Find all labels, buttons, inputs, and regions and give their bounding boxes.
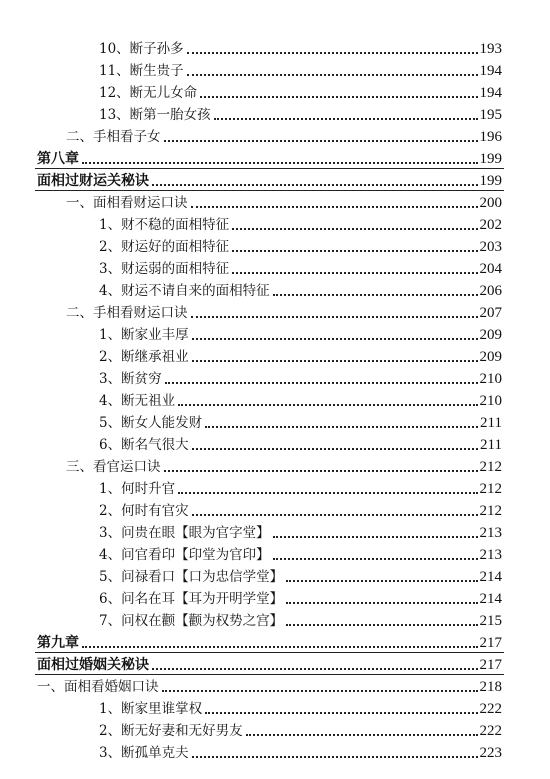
toc-entry-page: 209 bbox=[479, 349, 502, 365]
toc-entry-page: 222 bbox=[479, 723, 502, 739]
toc-entry-title: 4、财运不请自来的面相特征 bbox=[99, 283, 270, 299]
toc-entry[interactable] bbox=[99, 609, 502, 629]
toc-entry-title: 一、面相看财运口诀 bbox=[66, 195, 188, 211]
toc-entry-title: 5、断女人能发财 bbox=[99, 415, 203, 431]
dot-leader bbox=[164, 140, 478, 142]
dot-leader bbox=[152, 668, 478, 670]
toc-entry-page: 213 bbox=[479, 525, 502, 541]
dot-leader bbox=[273, 536, 478, 538]
toc-entry-title: 12、断无儿女命 bbox=[99, 85, 198, 101]
dot-leader bbox=[286, 580, 477, 582]
dot-leader bbox=[273, 558, 478, 560]
toc-entry[interactable] bbox=[37, 675, 502, 695]
toc-entry-page: 194 bbox=[479, 85, 502, 101]
toc-entry-page: 215 bbox=[479, 613, 502, 629]
toc-entry-title: 2、财运好的面相特征 bbox=[99, 239, 230, 255]
dot-leader bbox=[286, 602, 477, 604]
toc-chapter-entry[interactable] bbox=[37, 147, 502, 167]
toc-entry-page: 217 bbox=[479, 657, 502, 673]
toc-entry-page: 209 bbox=[479, 327, 502, 343]
toc-entry[interactable] bbox=[99, 411, 502, 431]
toc-entry-title: 3、断贫穷 bbox=[99, 371, 162, 387]
toc-entry[interactable] bbox=[99, 279, 502, 299]
toc-entry-page: 214 bbox=[479, 591, 502, 607]
dot-leader bbox=[214, 118, 478, 120]
toc-entry-page: 217 bbox=[479, 635, 502, 651]
dot-leader bbox=[205, 426, 478, 428]
toc-entry-title: 3、财运弱的面相特征 bbox=[99, 261, 230, 277]
toc-entry-title: 11、断生贵子 bbox=[99, 63, 184, 79]
toc-entry-page: 195 bbox=[479, 107, 502, 123]
toc-entry-title: 4、问官看印【印堂为官印】 bbox=[99, 547, 270, 563]
toc-entry[interactable] bbox=[99, 719, 502, 739]
dot-leader bbox=[187, 52, 478, 54]
dot-leader bbox=[82, 162, 478, 164]
toc-entry-page: 206 bbox=[479, 283, 502, 299]
toc-entry[interactable] bbox=[99, 389, 502, 409]
toc-entry-title: 13、断第一胎女孩 bbox=[99, 107, 211, 123]
toc-entry[interactable] bbox=[99, 345, 502, 365]
toc-entry[interactable] bbox=[99, 521, 502, 541]
dot-leader bbox=[232, 272, 477, 274]
dot-leader bbox=[192, 756, 478, 758]
dot-leader bbox=[192, 338, 478, 340]
dot-leader bbox=[191, 206, 478, 208]
toc-entry[interactable] bbox=[99, 59, 502, 79]
dot-leader bbox=[232, 250, 477, 252]
toc-entry[interactable] bbox=[99, 323, 502, 343]
toc-entry-page: 213 bbox=[479, 547, 502, 563]
dot-leader bbox=[232, 228, 477, 230]
dot-leader bbox=[286, 624, 477, 626]
toc-entry-page: 212 bbox=[479, 459, 502, 475]
dot-leader bbox=[191, 316, 478, 318]
toc-entry[interactable] bbox=[99, 697, 502, 717]
toc-entry-title: 面相过财运关秘诀 bbox=[37, 173, 149, 189]
toc-entry-title: 1、财不稳的面相特征 bbox=[99, 217, 230, 233]
toc-entry[interactable] bbox=[99, 741, 502, 761]
dot-leader bbox=[200, 96, 477, 98]
toc-entry-title: 2、何时有官灾 bbox=[99, 503, 189, 519]
toc-entry[interactable] bbox=[99, 587, 502, 607]
dot-leader bbox=[192, 448, 478, 450]
toc-entry[interactable] bbox=[99, 433, 502, 453]
toc-entry[interactable] bbox=[99, 81, 502, 101]
toc-entry-title: 三、看官运口诀 bbox=[66, 459, 161, 475]
dot-leader bbox=[192, 514, 478, 516]
toc-entry-title: 2、断无好妻和无好男友 bbox=[99, 723, 243, 739]
toc-entry[interactable] bbox=[99, 213, 502, 233]
toc-chapter-entry[interactable] bbox=[37, 631, 502, 651]
toc-entry-title: 1、断家里谁掌权 bbox=[99, 701, 203, 717]
toc-entry[interactable] bbox=[99, 499, 502, 519]
toc-entry-page: 204 bbox=[479, 261, 502, 277]
toc-entry-page: 210 bbox=[479, 371, 502, 387]
toc-entry-page: 211 bbox=[480, 415, 502, 431]
toc-entry-page: 211 bbox=[480, 437, 502, 453]
toc-entry[interactable] bbox=[99, 37, 502, 57]
toc-entry[interactable] bbox=[99, 367, 502, 387]
toc-entry-title: 面相过婚姻关秘诀 bbox=[37, 657, 149, 673]
toc-entry[interactable] bbox=[66, 125, 502, 145]
toc-entry-title: 一、面相看婚姻口诀 bbox=[37, 679, 159, 695]
toc-entry[interactable] bbox=[99, 257, 502, 277]
dot-leader bbox=[187, 74, 478, 76]
toc-entry[interactable] bbox=[99, 543, 502, 563]
dot-leader bbox=[246, 734, 478, 736]
dot-leader bbox=[192, 360, 478, 362]
toc-entry[interactable] bbox=[66, 455, 502, 475]
toc-entry-page: 202 bbox=[479, 217, 502, 233]
toc-entry-title: 3、问贵在眼【眼为官字堂】 bbox=[99, 525, 270, 541]
toc-entry-page: 212 bbox=[479, 481, 502, 497]
toc-entry-page: 207 bbox=[479, 305, 502, 321]
toc-entry-title: 6、问名在耳【耳为开明学堂】 bbox=[99, 591, 284, 607]
toc-entry-page: 214 bbox=[479, 569, 502, 585]
toc-entry-page: 212 bbox=[479, 503, 502, 519]
toc-entry-page: 210 bbox=[479, 393, 502, 409]
toc-entry[interactable] bbox=[99, 103, 502, 123]
toc-entry-title: 7、问权在颧【颧为权势之宫】 bbox=[99, 613, 284, 629]
toc-entry-title: 6、断名气很大 bbox=[99, 437, 189, 453]
toc-entry[interactable] bbox=[66, 301, 502, 321]
toc-chapter-entry[interactable] bbox=[37, 169, 502, 189]
toc-entry-title: 二、手相看子女 bbox=[66, 129, 161, 145]
dot-leader bbox=[178, 404, 477, 406]
dot-leader bbox=[164, 470, 478, 472]
toc-entry-page: 194 bbox=[479, 63, 502, 79]
dot-leader bbox=[205, 712, 477, 714]
toc-entry-page: 222 bbox=[479, 701, 502, 717]
toc-entry-title: 第八章 bbox=[37, 151, 79, 167]
dot-leader bbox=[165, 382, 478, 384]
toc-entry-page: 199 bbox=[479, 151, 502, 167]
toc-entry-page: 223 bbox=[479, 745, 502, 761]
dot-leader bbox=[82, 646, 478, 648]
toc-entry-title: 10、断子孙多 bbox=[99, 41, 184, 57]
toc-entry-page: 218 bbox=[479, 679, 502, 695]
toc-entry-title: 1、断家业丰厚 bbox=[99, 327, 189, 343]
toc-entry[interactable] bbox=[99, 235, 502, 255]
toc-entry[interactable] bbox=[99, 565, 502, 585]
toc-entry-title: 4、断无祖业 bbox=[99, 393, 176, 409]
toc-entry-title: 二、手相看财运口诀 bbox=[66, 305, 188, 321]
toc-entry-title: 1、何时升官 bbox=[99, 481, 176, 497]
dot-leader bbox=[178, 492, 477, 494]
toc-entry-title: 3、断孤单克夫 bbox=[99, 745, 189, 761]
toc-entry-page: 196 bbox=[479, 129, 502, 145]
dot-leader bbox=[273, 294, 478, 296]
toc-entry-page: 203 bbox=[479, 239, 502, 255]
toc-entry-title: 第九章 bbox=[37, 635, 79, 651]
toc-entry-page: 200 bbox=[479, 195, 502, 211]
toc-entry[interactable] bbox=[66, 191, 502, 211]
toc-chapter-entry[interactable] bbox=[37, 653, 502, 673]
toc-entry-title: 2、断继承祖业 bbox=[99, 349, 189, 365]
toc-entry-title: 5、问禄看口【口为忠信学堂】 bbox=[99, 569, 284, 585]
toc-entry-page: 193 bbox=[479, 41, 502, 57]
dot-leader bbox=[152, 184, 478, 186]
dot-leader bbox=[162, 690, 478, 692]
toc-entry-page: 199 bbox=[479, 173, 502, 189]
toc-entry[interactable] bbox=[99, 477, 502, 497]
